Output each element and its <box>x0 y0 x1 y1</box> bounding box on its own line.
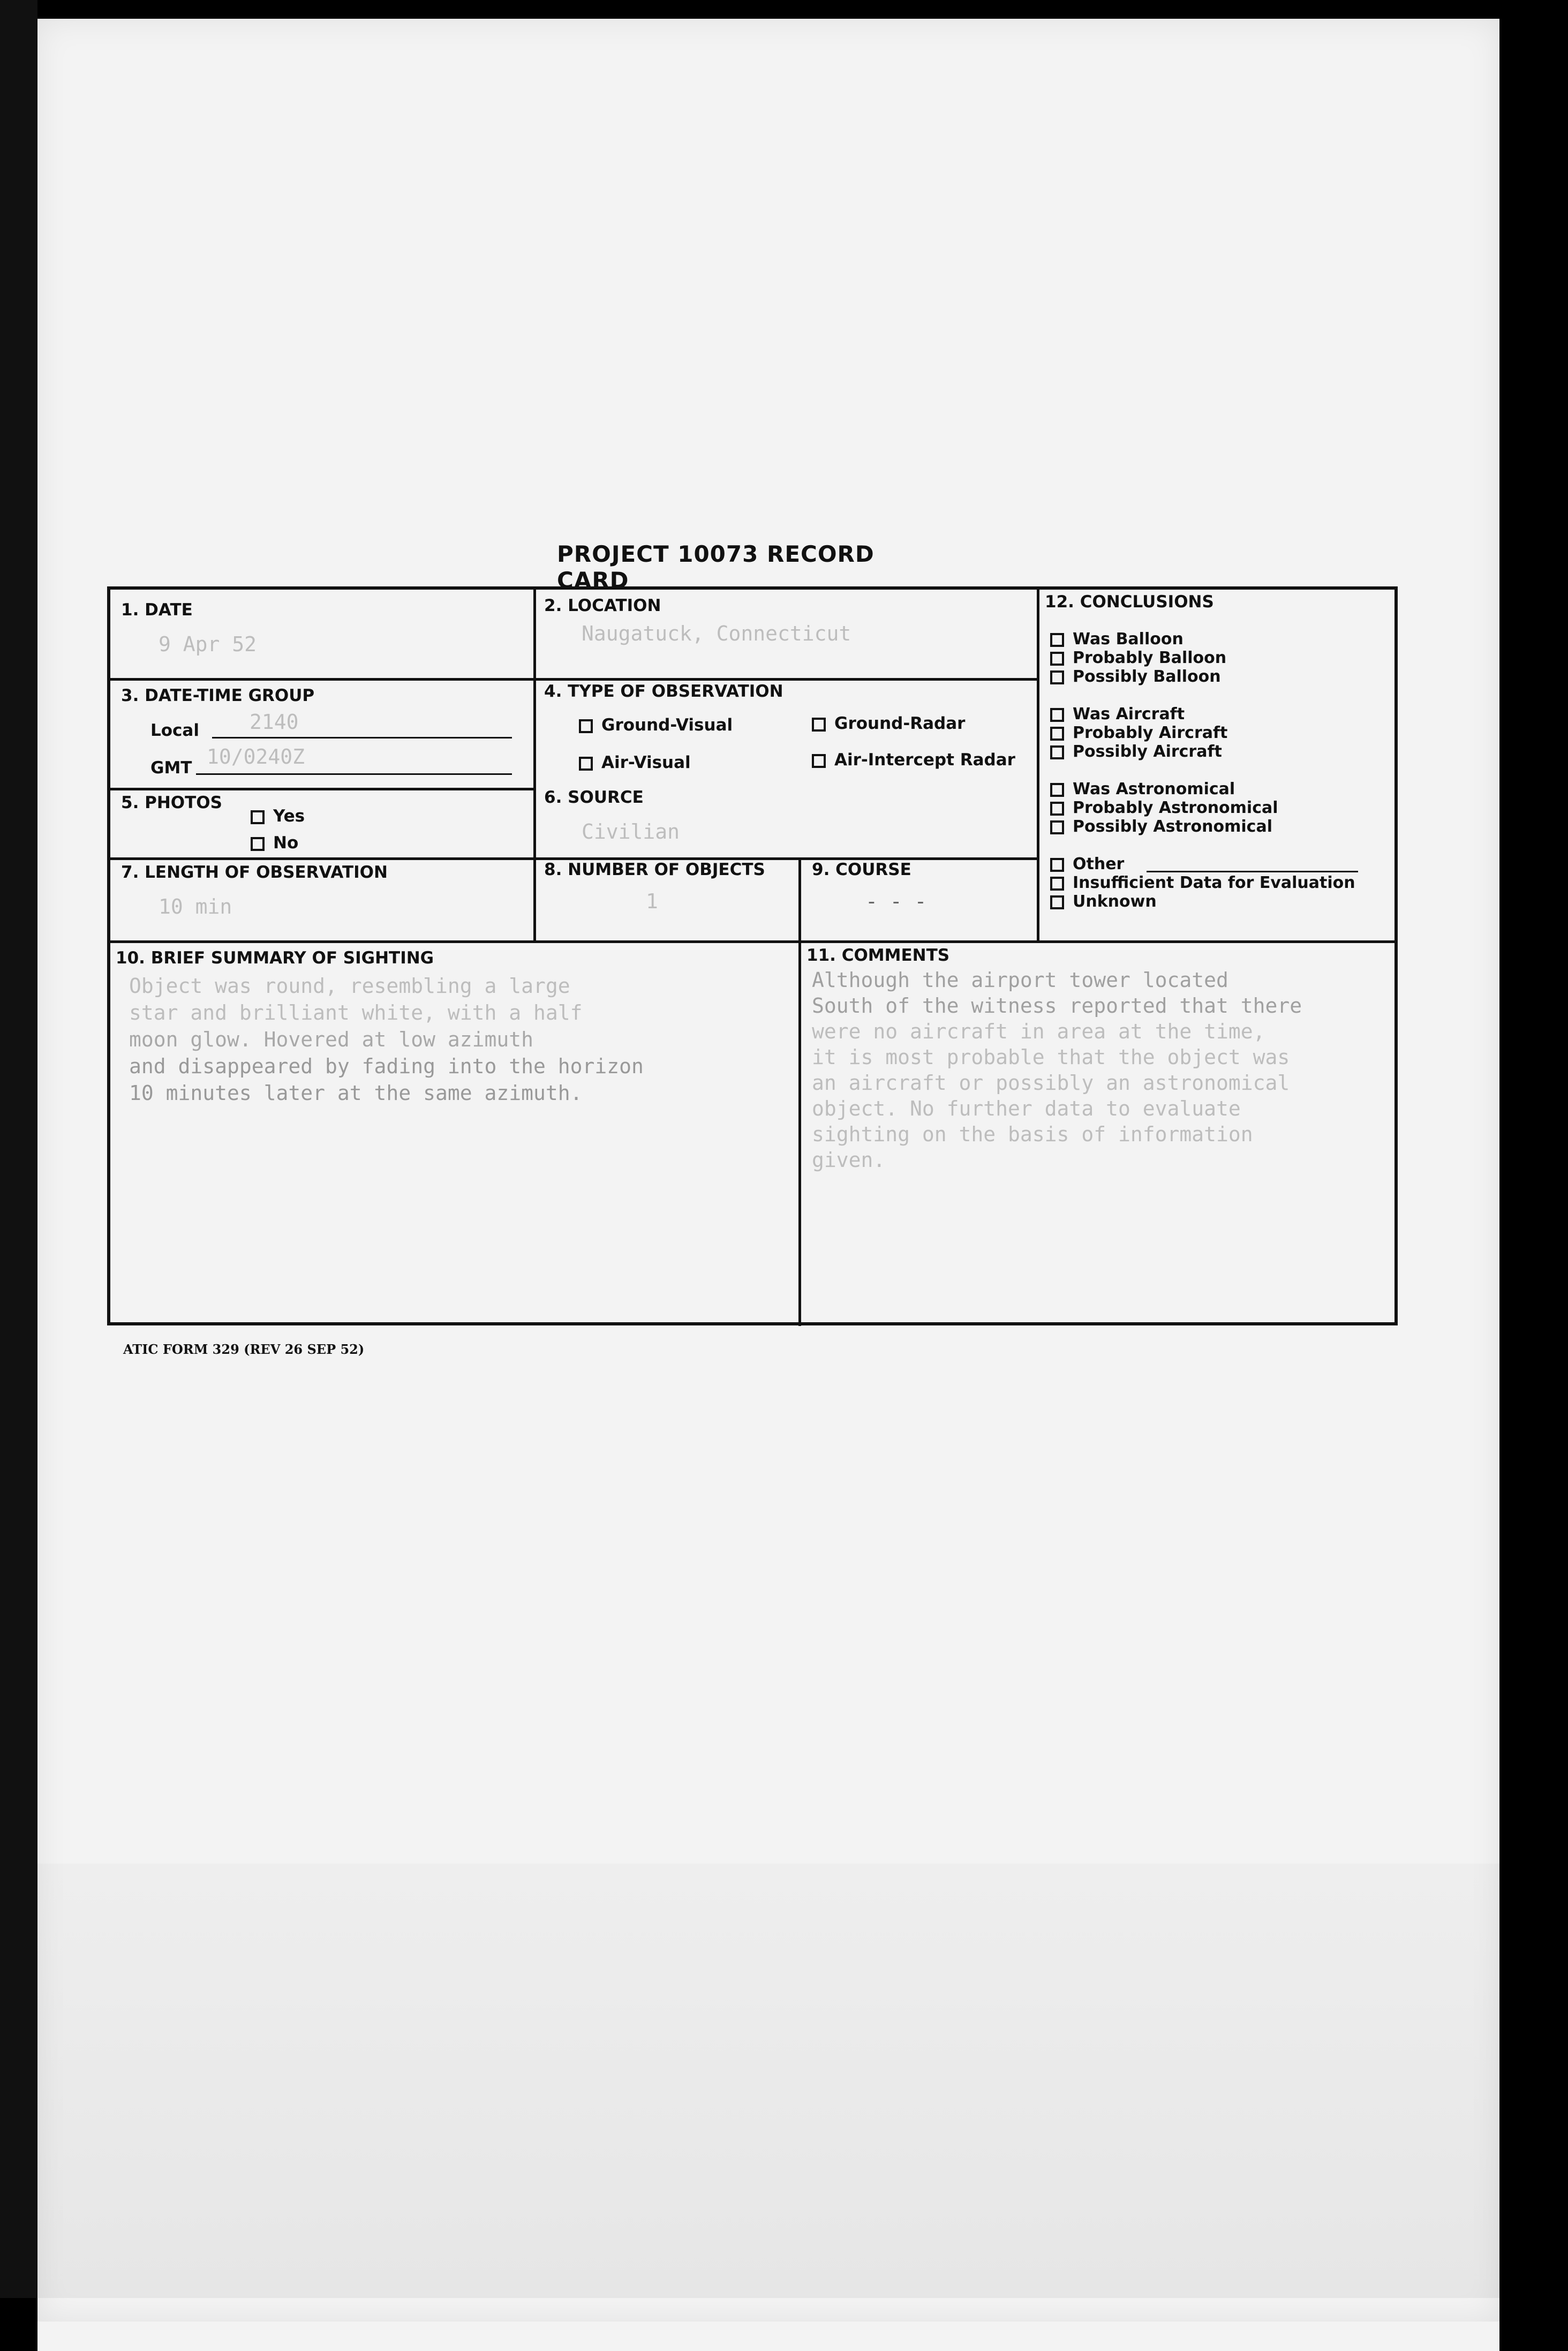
checkbox-icon <box>1050 895 1064 909</box>
photos-no[interactable]: No <box>251 833 298 853</box>
local-value: 2140 <box>250 710 299 734</box>
gmt-label: GMT <box>150 758 192 778</box>
summary-label: 10. BRIEF SUMMARY OF SIGHTING <box>116 948 434 968</box>
conclusion-possibly-aircraft[interactable]: Possibly Aircraft <box>1050 742 1222 761</box>
checkbox-icon <box>251 810 265 824</box>
checkbox-icon <box>1050 858 1064 872</box>
photos-label: 5. PHOTOS <box>121 793 222 812</box>
gmt-underline <box>196 773 512 775</box>
summary-line: star and brilliant white, with a half <box>129 1001 583 1024</box>
comments-text <box>812 967 1302 1173</box>
divider <box>110 788 533 790</box>
photos-yes[interactable]: Yes <box>251 807 305 826</box>
checkbox-icon <box>1050 820 1064 834</box>
card-title: PROJECT 10073 RECORD CARD <box>557 541 875 593</box>
checkbox-icon <box>1050 802 1064 816</box>
length-value: 10 min <box>159 895 232 918</box>
record-card <box>107 586 1398 1325</box>
summary-line: and disappeared by fading into the horizon <box>129 1054 644 1078</box>
checkbox-icon <box>812 718 826 732</box>
checkbox-icon <box>1050 727 1064 741</box>
comments-line: object. No further data to evaluate <box>812 1097 1241 1120</box>
divider <box>798 857 801 940</box>
date-value: 9 Apr 52 <box>159 632 257 656</box>
number-value: 1 <box>646 890 658 913</box>
checkbox-icon <box>1050 745 1064 759</box>
checkbox-icon <box>1050 877 1064 891</box>
checkbox-icon <box>1050 652 1064 666</box>
divider <box>798 940 801 1326</box>
type-air-visual[interactable]: Air-Visual <box>579 753 691 772</box>
conclusion-other[interactable]: Other <box>1050 855 1124 873</box>
conclusion-unknown[interactable]: Unknown <box>1050 892 1157 911</box>
type-label: 4. TYPE OF OBSERVATION <box>544 682 783 701</box>
comments-line: were no aircraft in area at the time, <box>812 1020 1265 1043</box>
scan-left-border <box>0 0 37 2298</box>
source-value: Civilian <box>582 820 680 843</box>
comments-line: Although the airport tower located <box>812 968 1228 992</box>
course-value: - - - <box>865 890 927 913</box>
checkbox-icon <box>251 837 265 851</box>
course-label: 9. COURSE <box>812 860 911 879</box>
conclusion-was-aircraft[interactable]: Was Aircraft <box>1050 705 1185 724</box>
checkbox-icon <box>1050 783 1064 797</box>
type-ground-visual[interactable]: Ground-Visual <box>579 715 733 735</box>
length-label: 7. LENGTH OF OBSERVATION <box>121 863 388 882</box>
checkbox-icon <box>812 754 826 768</box>
type-ground-radar[interactable]: Ground-Radar <box>812 714 965 733</box>
location-label: 2. LOCATION <box>544 596 661 615</box>
conclusions-label: 12. CONCLUSIONS <box>1045 592 1214 612</box>
conclusion-probably-astronomical[interactable]: Probably Astronomical <box>1050 798 1278 817</box>
number-label: 8. NUMBER OF OBJECTS <box>544 860 765 879</box>
conclusion-possibly-astronomical[interactable]: Possibly Astronomical <box>1050 817 1272 836</box>
summary-text <box>129 973 644 1106</box>
comments-line: given. <box>812 1148 886 1172</box>
comments-line: an aircraft or possibly an astronomical <box>812 1071 1290 1095</box>
checkbox-icon <box>579 757 593 771</box>
checkbox-icon <box>1050 670 1064 684</box>
other-underline <box>1147 871 1358 872</box>
checkbox-icon <box>579 719 593 733</box>
divider <box>110 678 1037 681</box>
divider <box>533 590 536 940</box>
conclusion-insufficient-data[interactable]: Insufficient Data for Evaluation <box>1050 873 1355 892</box>
comments-label: 11. COMMENTS <box>806 946 950 965</box>
summary-line: moon glow. Hovered at low azimuth <box>129 1028 533 1051</box>
dtg-label: 3. DATE-TIME GROUP <box>121 686 315 705</box>
divider <box>1037 590 1039 940</box>
type-air-intercept-radar[interactable]: Air-Intercept Radar <box>812 750 1015 770</box>
local-underline <box>212 737 512 739</box>
summary-line: Object was round, resembling a large <box>129 974 570 998</box>
conclusion-possibly-balloon[interactable]: Possibly Balloon <box>1050 667 1221 686</box>
checkbox-icon <box>1050 708 1064 722</box>
gmt-value: 10/0240Z <box>207 745 305 768</box>
conclusion-was-balloon[interactable]: Was Balloon <box>1050 630 1183 649</box>
conclusion-was-astronomical[interactable]: Was Astronomical <box>1050 780 1235 798</box>
conclusion-probably-balloon[interactable]: Probably Balloon <box>1050 649 1226 667</box>
divider <box>110 940 1396 943</box>
date-label: 1. DATE <box>121 600 193 620</box>
conclusion-probably-aircraft[interactable]: Probably Aircraft <box>1050 724 1227 742</box>
comments-line: South of the witness reported that there <box>812 994 1302 1018</box>
comments-line: it is most probable that the object was <box>812 1045 1290 1069</box>
source-label: 6. SOURCE <box>544 788 644 807</box>
form-number: ATIC FORM 329 (REV 26 SEP 52) <box>123 1342 365 1357</box>
local-label: Local <box>150 721 199 740</box>
location-value: Naugatuck, Connecticut <box>582 622 851 645</box>
comments-line: sighting on the basis of information <box>812 1122 1253 1146</box>
summary-line: 10 minutes later at the same azimuth. <box>129 1081 583 1105</box>
checkbox-icon <box>1050 633 1064 647</box>
